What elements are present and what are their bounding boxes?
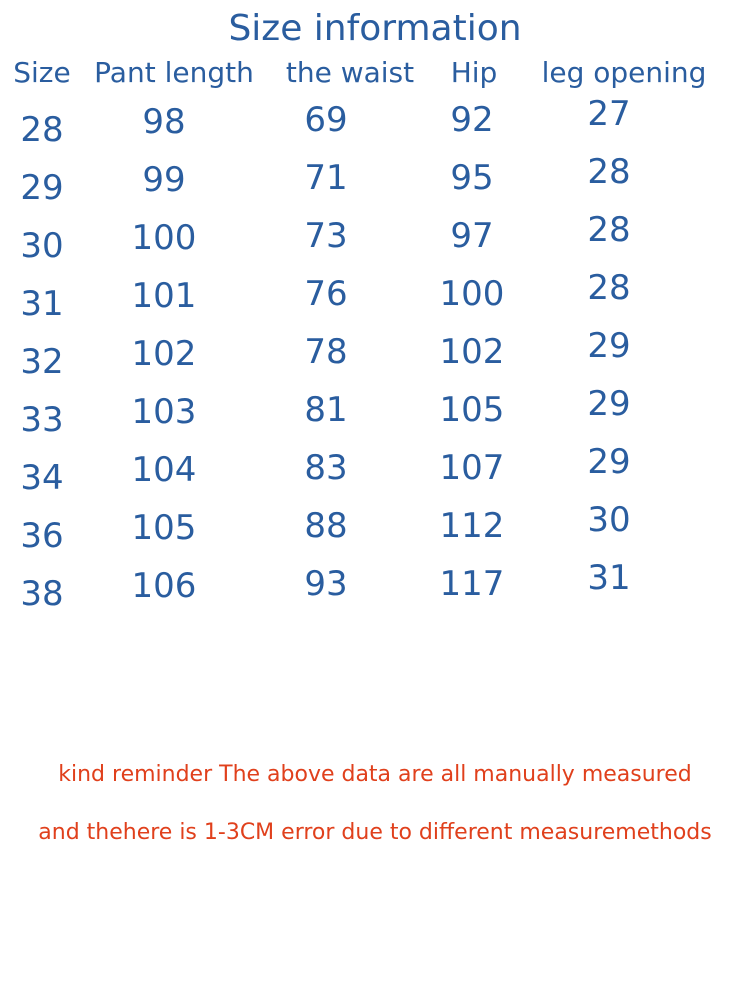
cell-waist: 69 <box>304 100 348 140</box>
cell-hip: 92 <box>450 100 494 140</box>
cell-pant-length: 105 <box>131 508 197 548</box>
table-row <box>0 152 750 216</box>
header-pant-length: Pant length <box>94 56 254 89</box>
cell-pant-length: 102 <box>131 334 197 374</box>
cell-waist: 73 <box>304 216 348 256</box>
cell-size: 31 <box>20 284 64 324</box>
table-row <box>0 210 750 274</box>
cell-waist: 71 <box>304 158 348 198</box>
cell-pant-length: 101 <box>131 276 197 316</box>
cell-leg-opening: 31 <box>587 558 631 598</box>
cell-leg-opening: 29 <box>587 326 631 366</box>
table-row <box>0 500 750 564</box>
table-row <box>0 558 750 622</box>
cell-waist: 78 <box>304 332 348 372</box>
cell-hip: 105 <box>439 390 505 430</box>
cell-hip: 100 <box>439 274 505 314</box>
cell-leg-opening: 29 <box>587 442 631 482</box>
header-leg-opening: leg opening <box>541 56 707 89</box>
cell-hip: 97 <box>450 216 494 256</box>
size-table <box>0 94 750 622</box>
cell-hip: 95 <box>450 158 494 198</box>
cell-leg-opening: 27 <box>587 94 631 134</box>
cell-pant-length: 104 <box>131 450 197 490</box>
cell-pant-length: 100 <box>131 218 197 258</box>
cell-hip: 112 <box>439 506 505 546</box>
cell-size: 36 <box>20 516 64 556</box>
cell-leg-opening: 28 <box>587 152 631 192</box>
cell-waist: 88 <box>304 506 348 546</box>
page-title: Size information <box>228 8 522 49</box>
table-row <box>0 384 750 448</box>
cell-pant-length: 99 <box>142 160 186 200</box>
cell-size: 29 <box>20 168 64 208</box>
cell-waist: 81 <box>304 390 348 430</box>
cell-size: 33 <box>20 400 64 440</box>
cell-pant-length: 106 <box>131 566 197 606</box>
header-waist: the waist <box>285 56 415 89</box>
cell-waist: 83 <box>304 448 348 488</box>
cell-leg-opening: 29 <box>587 384 631 424</box>
header-size: Size <box>13 56 71 89</box>
table-row <box>0 268 750 332</box>
table-row <box>0 94 750 158</box>
cell-size: 38 <box>20 574 64 614</box>
cell-hip: 102 <box>439 332 505 372</box>
cell-size: 32 <box>20 342 64 382</box>
cell-hip: 107 <box>439 448 505 488</box>
cell-size: 28 <box>20 110 64 150</box>
cell-pant-length: 103 <box>131 392 197 432</box>
cell-hip: 117 <box>439 564 505 604</box>
cell-leg-opening: 28 <box>587 210 631 250</box>
cell-leg-opening: 30 <box>587 500 631 540</box>
reminder-note-line-2: and thehere is 1-3CM error due to different measuremethods <box>38 820 712 845</box>
cell-pant-length: 98 <box>142 102 186 142</box>
cell-waist: 93 <box>304 564 348 604</box>
cell-waist: 76 <box>304 274 348 314</box>
reminder-note-line-1: kind reminder The above data are all manually measured <box>58 762 692 787</box>
cell-leg-opening: 28 <box>587 268 631 308</box>
table-row <box>0 442 750 506</box>
table-row <box>0 326 750 390</box>
cell-size: 34 <box>20 458 64 498</box>
header-hip: Hip <box>450 56 498 89</box>
cell-size: 30 <box>20 226 64 266</box>
table-header <box>0 56 750 96</box>
